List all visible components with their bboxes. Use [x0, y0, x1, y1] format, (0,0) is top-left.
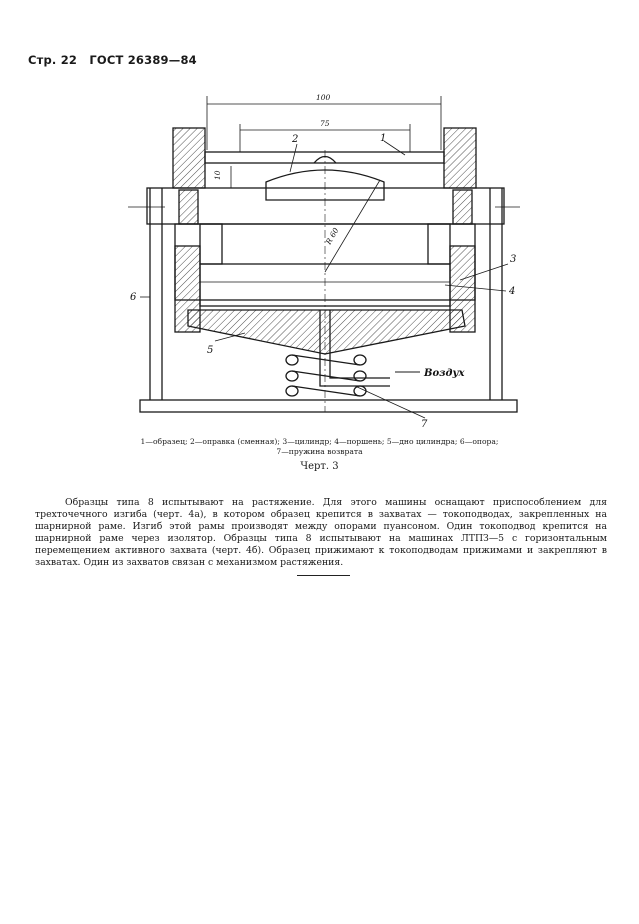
label-2: 2 — [292, 134, 299, 145]
spring — [286, 355, 366, 396]
divider-line — [297, 575, 350, 576]
label-4: 4 — [509, 286, 516, 297]
dimension-radius: R 60 — [323, 226, 341, 246]
cylinder-bottom — [188, 310, 465, 354]
label-1: 1 — [380, 133, 387, 144]
body-paragraph: Образцы типа 8 испытывают на растяжение. Для этого машины оснащают приспособлением для трехточечного изгиба (черт. 4а), в котором образец крепится в захватах — токоподводах, закрепленных на шарнирной раме. Изгиб этой рамы производят между опорами пуансоном. Один токоподвод крепится на шарнирной раме через изолятор. Образцы типа 8 испытывают на машинах ЛТПЗ—5 с горизонтальным перемещением активного захвата (черт. 4б). Образец прижимают к токоподводам прижимами и закрепляют в захватах. Один из захватов связан с механизмом растяжения. — [35, 497, 607, 568]
label-7: 7 — [421, 419, 428, 430]
label-3: 3 — [510, 254, 517, 265]
figure-legend — [0, 437, 639, 457]
page-number: Стр. 22 — [28, 53, 78, 67]
grip-left — [173, 128, 205, 188]
legend-line-1: 1—образец; 2—оправка (сменная); 3—цилиндр; 4—поршень; 5—дно цилиндра; 6—опора; — [140, 437, 499, 446]
crossbeam — [147, 188, 504, 224]
standard-code: ГОСТ 26389—84 — [89, 53, 197, 67]
air-label: Воздух — [424, 368, 465, 379]
label-6: 6 — [130, 292, 137, 303]
dimension-100: 100 — [316, 93, 331, 102]
figure-caption: Черт. 3 — [300, 461, 339, 472]
dimension-75: 75 — [320, 119, 330, 128]
dimension-10: 10 — [213, 170, 222, 180]
specimen — [205, 152, 444, 163]
legend-line-2: 7—пружина возврата — [276, 447, 363, 456]
label-5: 5 — [207, 345, 214, 356]
grip-right — [444, 128, 476, 188]
base-plate — [140, 400, 517, 412]
